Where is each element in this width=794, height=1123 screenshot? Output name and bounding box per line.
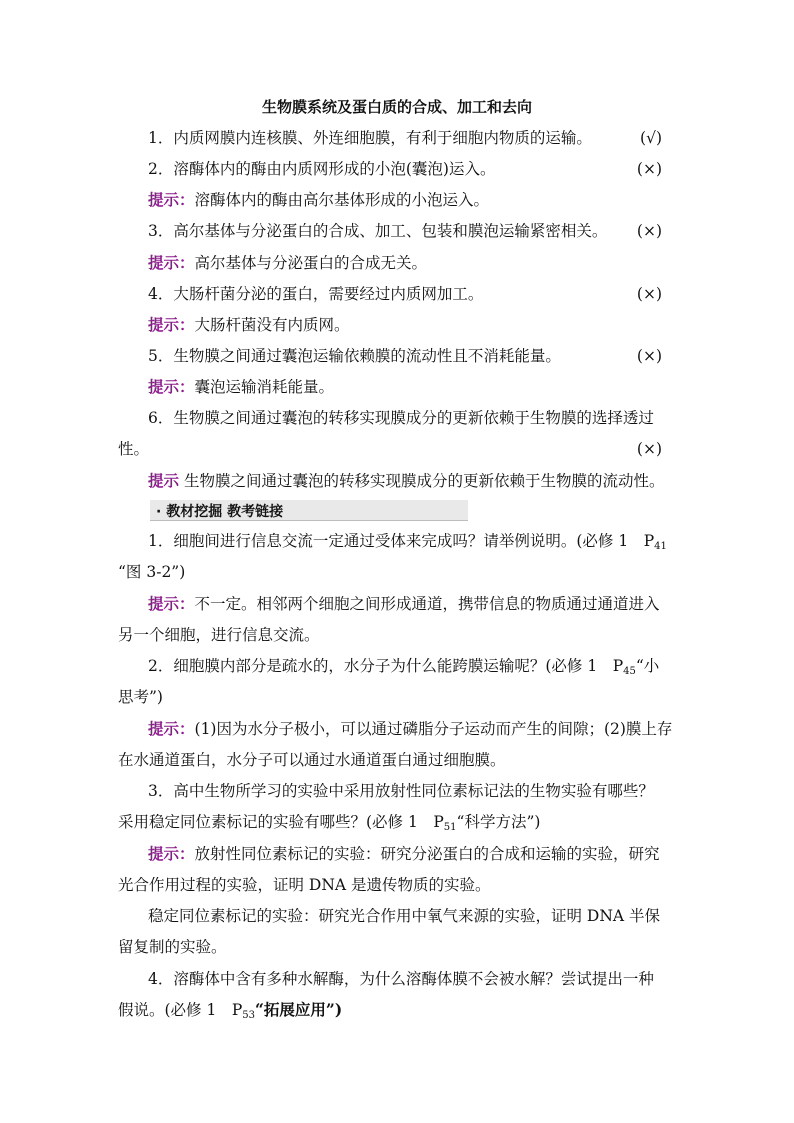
question-1-line2: “图 3-2”) — [118, 563, 186, 581]
question-3-line1: 3．高中生物所学习的实验中采用放射性同位素标记法的生物实验有哪些？ — [148, 782, 654, 800]
answer-1-line1: 提示：不一定。相邻两个细胞之间形成通道，携带信息的物质通过通道进入 — [148, 595, 660, 613]
answer-2-line1: 提示：(1)因为水分子极小，可以通过磷脂分子运动而产生的间隙；(2)膜上存 — [148, 720, 673, 738]
judge-item-5: 5．生物膜之间通过囊泡运输依赖膜的流动性且不消耗能量。 (×) — [148, 347, 662, 365]
answer-3-line2: 光合作用过程的实验，证明 DNA 是遗传物质的实验。 — [118, 876, 491, 894]
judge-mark-6: (×) — [636, 440, 662, 458]
hint-3: 提示：高尔基体与分泌蛋白的合成无关。 — [148, 254, 428, 272]
question-4-line2: 假说。(必修 1 $P_{53}“$拓展应用”) — [118, 1000, 343, 1021]
judge-mark-1: (√) — [640, 129, 662, 147]
judge-item-6-line1: 6．生物膜之间通过囊泡的转移实现膜成分的更新依赖于生物膜的选择透过 — [148, 409, 654, 427]
answer-3-line1: 提示：放射性同位素标记的实验：研究分泌蛋白的合成和运输的实验，研究 — [148, 845, 660, 863]
judge-item-2: 2．溶酶体内的酶由内质网形成的小泡(囊泡)运入。 (×) — [148, 160, 662, 178]
judge-item-3: 3．高尔基体与分泌蛋白的合成、加工、包装和膜泡运输紧密相关。 (×) — [148, 222, 662, 240]
answer-1-line2: 另一个细胞，进行信息交流。 — [118, 626, 320, 644]
judge-mark-3: (×) — [636, 222, 662, 240]
judge-item-4: 4．大肠杆菌分泌的蛋白，需要经过内质网加工。 (×) — [148, 285, 662, 303]
hint-6: 提示 生物膜之间通过囊泡的转移实现膜成分的更新依赖于生物膜的流动性。 — [148, 472, 665, 490]
judge-mark-4: (×) — [636, 285, 662, 303]
judge-mark-5: (×) — [636, 347, 662, 365]
section-title: 生物膜系统及蛋白质的合成、加工和去向 — [261, 98, 532, 116]
answer-3-line4: 留复制的实验。 — [118, 938, 227, 956]
section-bar-label: · 教材挖掘 教考链接 — [156, 504, 284, 520]
question-3-line2: 采用稳定同位素标记的实验有哪些？(必修 1 $P_{51}“$科学方法”) — [118, 813, 541, 833]
question-4-line1: 4．溶酶体中含有多种水解酶，为什么溶酶体膜不会被水解？尝试提出一种 — [148, 970, 654, 988]
question-1-line1: 1．细胞间进行信息交流一定通过受体来完成吗？请举例说明。(必修 1 $P_{41}$ — [148, 532, 667, 552]
question-2-line1: 2．细胞膜内部分是疏水的，水分子为什么能跨膜运输呢？(必修 1 $P_{45}“$小 — [148, 657, 660, 677]
answer-3-line3: 稳定同位素标记的实验：研究光合作用中氧气来源的实验，证明 DNA 半保 — [148, 907, 661, 925]
hint-4: 提示：大肠杆菌没有内质网。 — [148, 316, 350, 334]
judge-mark-2: (×) — [636, 160, 662, 178]
hint-2: 提示：溶酶体内的酶由高尔基体形成的小泡运入。 — [148, 191, 490, 209]
answer-2-line2: 在水通道蛋白，水分子可以通过水通道蛋白通过细胞膜。 — [118, 751, 506, 769]
judge-item-1: 1．内质网膜内连核膜、外连细胞膜，有利于细胞内物质的运输。 (√) — [148, 129, 662, 147]
judge-item-6-line2: 性。 (×) — [118, 440, 662, 458]
section-bar — [150, 500, 468, 521]
hint-5: 提示：囊泡运输消耗能量。 — [148, 378, 335, 396]
question-2-line2: 思考”) — [118, 688, 163, 706]
